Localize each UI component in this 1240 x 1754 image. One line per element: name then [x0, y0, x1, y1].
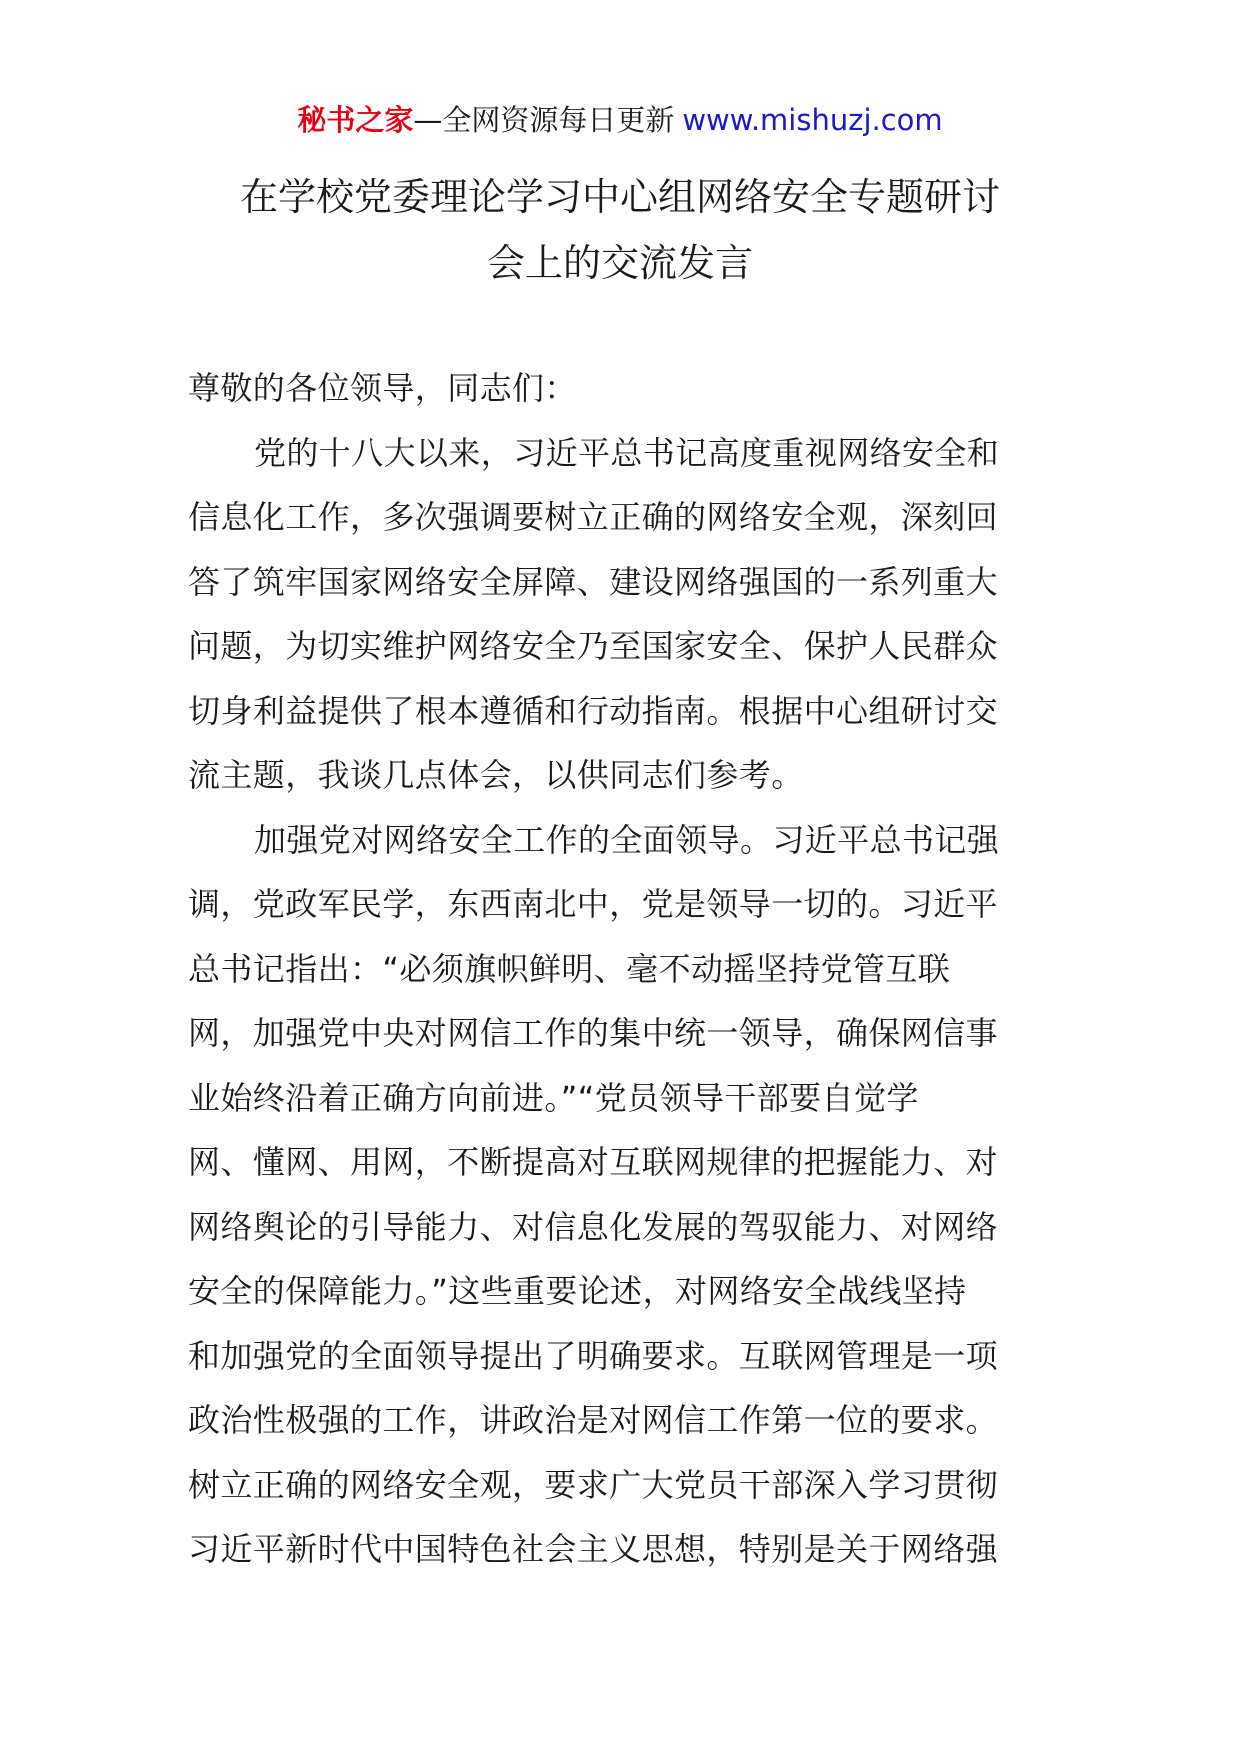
paragraph-2-line: 网络舆论的引导能力、对信息化发展的驾驭能力、对网络 [188, 1207, 999, 1246]
watermark-header [0, 100, 1240, 140]
title-line-2: 会上的交流发言 [486, 241, 753, 285]
paragraph-2-line: 网、懂网、用网，不断提高对互联网规律的把握能力、对 [188, 1143, 999, 1181]
paragraph-2-line: 习近平新时代中国特色社会主义思想，特别是关于网络强 [188, 1530, 999, 1568]
paragraph-2-line: 和加强党的全面领导提出了明确要求。互联网管理是一项 [188, 1336, 999, 1375]
paragraph-2-line: 业始终沿着正确方向前进。”“党员领导干部要自觉学 [188, 1078, 919, 1117]
paragraph-1-line: 答了筑牢国家网络安全屏障、建设网络强国的一系列重大 [188, 562, 999, 601]
paragraph-2-line: 政治性极强的工作，讲政治是对网信工作第一位的要求。 [188, 1401, 999, 1439]
paragraph-2-line: 树立正确的网络安全观，要求广大党员干部深入学习贯彻 [188, 1465, 999, 1504]
document-title [180, 164, 1060, 296]
paragraph-2-line: 网，加强党中央对网信工作的集中统一领导，确保网信事 [188, 1014, 999, 1052]
paragraph-2-line: 调，党政军民学，东西南北中，党是领导一切的。习近平 [188, 885, 999, 923]
paragraph-2-line: 加强党对网络安全工作的全面领导。习近平总书记强 [254, 820, 1000, 859]
brand-name: 秘书之家 [297, 103, 414, 137]
paragraph-1-line: 流主题，我谈几点体会，以供同志们参考。 [188, 756, 804, 794]
header-tagline: —全网资源每日更新 [413, 103, 675, 137]
paragraph-1-line: 切身利益提供了根本遵循和行动指南。根据中心组研讨交 [188, 691, 999, 730]
document-body [188, 356, 1060, 1582]
paragraph-2-line: 安全的保障能力。”这些重要论述，对网络安全战线坚持 [188, 1272, 967, 1310]
paragraph-1-line: 问题，为切实维护网络安全乃至国家安全、保护人民群众 [188, 627, 999, 665]
paragraph-1-line: 党的十八大以来，习近平总书记高度重视网络安全和 [254, 433, 1000, 472]
salutation-line: 尊敬的各位领导，同志们： [188, 369, 577, 407]
site-url[interactable]: www.mishuzj.com [682, 103, 943, 137]
paragraph-1-line: 信息化工作，多次强调要树立正确的网络安全观，深刻回 [188, 498, 999, 536]
paragraph-2-line: 总书记指出：“必须旗帜鲜明、毫不动摇坚持党管互联 [188, 949, 951, 988]
title-line-1: 在学校党委理论学习中心组网络安全专题研讨 [239, 175, 1000, 219]
